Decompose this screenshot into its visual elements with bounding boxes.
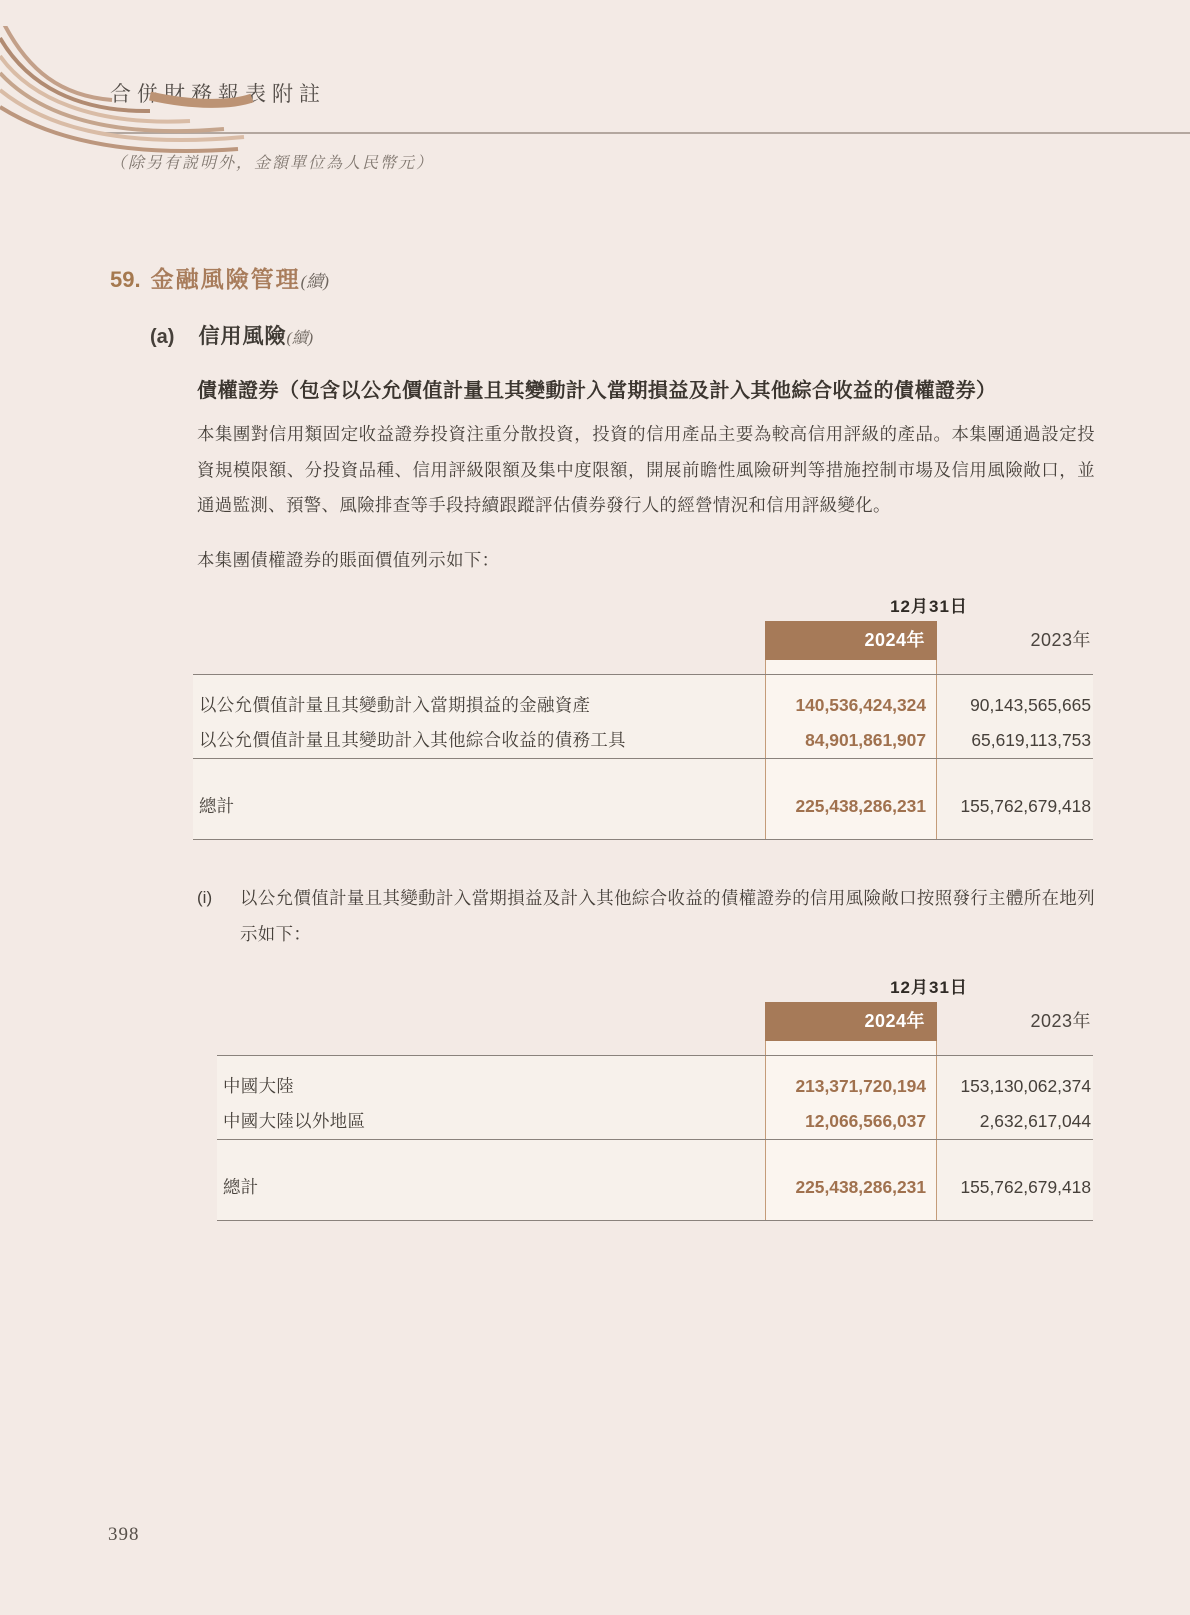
gap-cell bbox=[217, 1041, 765, 1055]
table1-header-label-cell bbox=[193, 621, 765, 660]
spacer-cell-2024 bbox=[765, 1056, 937, 1069]
table-row bbox=[217, 1069, 1093, 1104]
row-label: 以公允價值計量且其變助計入其他綜合收益的債務工具 bbox=[199, 729, 626, 750]
table1-header-row bbox=[193, 621, 1093, 660]
subsection-label: (a) bbox=[150, 326, 175, 348]
section-title: 金融風險管理 bbox=[150, 266, 301, 292]
row-value-2024: 140,536,424,324 bbox=[765, 688, 937, 723]
gap-cell bbox=[937, 1041, 1093, 1055]
row-value-2023: 65,619,113,753 bbox=[971, 729, 1091, 750]
table1-col-2023-header: 2023年 bbox=[1030, 629, 1091, 650]
table1-date-spacer bbox=[193, 595, 765, 621]
total-value-2024: 225,438,286,231 bbox=[765, 1170, 937, 1205]
gap-cell bbox=[193, 660, 765, 674]
spacer-cell bbox=[193, 824, 765, 839]
table1-date-header: 12月31日 bbox=[890, 596, 968, 616]
total-value-2023: 155,762,679,418 bbox=[960, 1176, 1091, 1197]
table1-mid-rule bbox=[193, 758, 1093, 789]
row-value-2024: 84,901,861,907 bbox=[765, 723, 937, 758]
gap-cell bbox=[937, 660, 1093, 674]
subsection-title: 信用風險 bbox=[198, 325, 287, 348]
table2-header-gap bbox=[217, 1041, 1093, 1055]
spacer-cell-2024 bbox=[765, 1205, 937, 1220]
table2-date-header: 12月31日 bbox=[890, 977, 968, 997]
table1-bottom-rule bbox=[193, 824, 1093, 840]
row-value-2024: 12,066,566,037 bbox=[765, 1104, 937, 1139]
section-continued-marker: (續) bbox=[300, 272, 329, 291]
decorative-wave-icon bbox=[0, 26, 270, 166]
table-row bbox=[193, 688, 1093, 723]
table2-date-spacer bbox=[217, 976, 765, 1002]
spacer-cell bbox=[937, 1056, 1093, 1069]
row-label: 以公允價值計量且其變動計入當期損益的金融資產 bbox=[199, 694, 591, 715]
issuer-location-table bbox=[217, 976, 1093, 1221]
spacer-cell bbox=[193, 759, 765, 789]
spacer-cell bbox=[937, 759, 1093, 789]
item-i-marker: (i) bbox=[197, 887, 213, 907]
page-title: 合併財務報表附註 bbox=[110, 82, 326, 106]
table-total-row bbox=[193, 789, 1093, 824]
table2-col-2023-header: 2023年 bbox=[1030, 1010, 1091, 1031]
row-value-2023: 90,143,565,665 bbox=[970, 694, 1091, 715]
credit-risk-paragraph: 本集團對信用類固定收益證券投資注重分散投資，投資的信用產品主要為較高信用評級的產品。本集團通過設定投資規模限額、分投資品種、信用評級限額及集中度限額，開展前瞻性風險研判等措施控制市場及信用風險敞口，並通過監測、預警、風險排查等手段持續跟蹤評估債券發行人的經營情況和信用評級變化。 bbox=[197, 424, 1095, 515]
spacer-cell bbox=[217, 1140, 765, 1170]
spacer-cell bbox=[937, 824, 1093, 839]
spacer-cell-2024 bbox=[765, 759, 937, 789]
table2-top-rule bbox=[217, 1055, 1093, 1069]
table1-header-gap bbox=[193, 660, 1093, 674]
total-value-2023: 155,762,679,418 bbox=[960, 795, 1091, 816]
table1-intro-text: 本集團債權證券的賬面價值列示如下： bbox=[197, 549, 500, 570]
spacer-cell bbox=[937, 675, 1093, 688]
spacer-cell-2024 bbox=[765, 675, 937, 688]
table2-header-label-cell bbox=[217, 1002, 765, 1041]
gap-cell-2024 bbox=[765, 660, 937, 674]
spacer-cell-2024 bbox=[765, 1140, 937, 1170]
item-i bbox=[197, 880, 1095, 952]
table2-date-row bbox=[217, 976, 1093, 1002]
bond-securities-heading: 債權證券（包含以公允價值計量且其變動計入當期損益及計入其他綜合收益的債權證券） bbox=[197, 380, 997, 402]
row-value-2023: 153,130,062,374 bbox=[960, 1075, 1091, 1096]
subsection-heading bbox=[150, 320, 1190, 350]
table1-date-row bbox=[193, 595, 1093, 621]
page-number: 398 bbox=[108, 1524, 140, 1545]
total-label: 總計 bbox=[223, 1176, 259, 1197]
table-row bbox=[193, 723, 1093, 758]
table-total-row bbox=[217, 1170, 1093, 1205]
spacer-cell-2024 bbox=[765, 824, 937, 839]
spacer-cell bbox=[217, 1205, 765, 1220]
table1-col-2024-header: 2024年 bbox=[765, 621, 937, 660]
spacer-cell bbox=[937, 1205, 1093, 1220]
spacer-cell bbox=[193, 675, 765, 688]
section-number: 59. bbox=[110, 267, 141, 292]
table2-header-row bbox=[217, 1002, 1093, 1041]
spacer-cell bbox=[937, 1140, 1093, 1170]
bond-carrying-value-table bbox=[193, 595, 1093, 840]
item-i-text: 以公允價值計量且其變動計入當期損益及計入其他綜合收益的債權證券的信用風險敞口按照發行主體所在地列示如下： bbox=[240, 887, 1095, 944]
table1-top-rule bbox=[193, 674, 1093, 688]
total-value-2024: 225,438,286,231 bbox=[765, 789, 937, 824]
table2-col-2024-header: 2024年 bbox=[765, 1002, 937, 1041]
currency-note: （除另有説明外，金額單位為人民幣元） bbox=[110, 155, 435, 172]
row-value-2024: 213,371,720,194 bbox=[765, 1069, 937, 1104]
row-label: 中國大陸 bbox=[223, 1075, 295, 1096]
subsection-continued-marker: (續) bbox=[286, 330, 314, 347]
table-row bbox=[217, 1104, 1093, 1139]
gap-cell-2024 bbox=[765, 1041, 937, 1055]
total-label: 總計 bbox=[199, 795, 235, 816]
table2-bottom-rule bbox=[217, 1205, 1093, 1221]
spacer-cell bbox=[217, 1056, 765, 1069]
row-label: 中國大陸以外地區 bbox=[223, 1110, 366, 1131]
section-heading bbox=[110, 261, 1190, 294]
table2-mid-rule bbox=[217, 1139, 1093, 1170]
row-value-2023: 2,632,617,044 bbox=[979, 1110, 1091, 1131]
